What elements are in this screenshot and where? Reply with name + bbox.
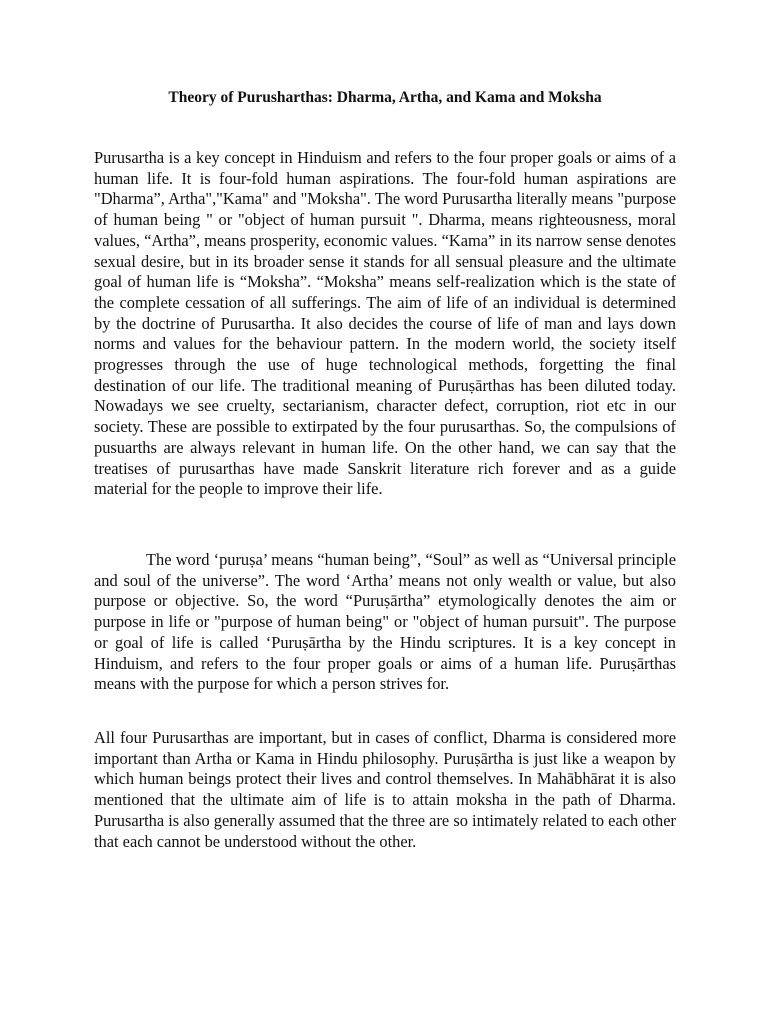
- document-title: Theory of Purusharthas: Dharma, Artha, and Kama and Moksha: [168, 89, 602, 106]
- paragraph-1: Purusartha is a key concept in Hinduism and refers to the four proper goals or aims of a human life. It is four-fold human aspirations. The four-fold human aspirations are "Dharma”, Artha","Kama" and "Moksha". The word Purusartha literally means "purpose of human being " or "object of human pursuit ". Dharma, means righteousness, moral values, “Artha”, means prosperity, economic values. “Kama” in its narrow sense denotes sexual desire, but in its broader sense it stands for all sensual pleasure and the ultimate goal of human life is “Moksha”. “Moksha” means self-realization which is the state of the complete cessation of all sufferings. The aim of life of an individual is determined by the doctrine of Purusartha. It also decides the course of life of man and lays down norms and values for the behaviour pattern. In the modern world, the society itself progresses through the use of huge technological methods, forgetting the final destination of our life. The traditional meaning of Puruṣārthas has been diluted today. Nowadays we see cruelty, sectarianism, character defect, corruption, riot etc in our society. These are possible to extirpated by the four purusarthas. So, the compulsions of pusuarths are always relevant in human life. On the other hand, we can say that the treatises of purusarthas have made Sanskrit literature rich forever and as a guide material for the people to improve their life.: [94, 148, 676, 499]
- paragraph-3: All four Purusarthas are important, but in cases of conflict, Dharma is considered more important than Artha or Kama in Hindu philosophy. Puruṣārtha is just like a weapon by which human beings protect their lives and control themselves. In Mahābhārat it is also mentioned that the ultimate aim of life is to attain moksha in the path of Dharma. Purusartha is also generally assumed that the three are so intimately related to each other that each cannot be understood without the other.: [94, 728, 676, 851]
- paragraph-2: The word ‘puruṣa’ means “human being”, “Soul” as well as “Universal principle and soul of the universe”. The word ‘Artha’ means not only wealth or value, but also purpose or objective. So, the word “Puruṣārtha” etymologically denotes the aim or purpose in life or "purpose of human being" or "object of human pursuit". The purpose or goal of life is called ‘Puruṣārtha by the Hindu scriptures. It is a key concept in Hinduism, and refers to the four proper goals or aims of a human life. Puruṣārthas means with the purpose for which a person strives for.: [94, 550, 676, 694]
